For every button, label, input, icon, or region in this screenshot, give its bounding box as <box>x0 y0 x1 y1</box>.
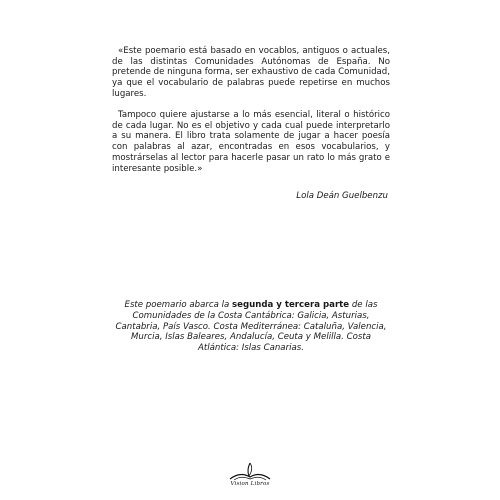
blurb-text-before: Este poemario abarca la <box>124 300 232 310</box>
author-signature: Lola Deán Guelbenzu <box>296 191 388 201</box>
publisher-name: Vision Libros <box>230 481 270 487</box>
author-quote <box>112 46 390 174</box>
book-blurb <box>112 300 390 354</box>
quill-book-logo-icon <box>228 462 272 482</box>
blurb-text-after: de las Comunidades de la Costa Cantábrica: Galicia, Asturias, Cantabria, País Vasco. Costa Mediterránea: Cataluña, Valencia, Murcia, Islas Baleares, Andalucía, Ceuta y Melilla. Costa Atlántica: Islas Canarias. <box>115 300 387 354</box>
publisher-logo <box>222 462 278 492</box>
quote-paragraph-2: Tampoco quiere ajustarse a lo más esencial, literal o histórico de cada lugar. No es el objetivo y cada cual puede interpretarlo a su manera. El libro trata solamente de jugar a hacer poesía con palabras al azar, encontradas en esos vocabularios, y mostrárselas al lector para hacerle pasar un rato lo más grato e interesante posible.» <box>112 110 390 174</box>
quote-paragraph-1: «Este poemario está basado en vocablos, antiguos o actuales, de las distintas Comunidades Autónomas de España. No pretende de ninguna forma, ser exhaustivo de cada Comunidad, ya que el vocabulario de palabras puede repetirse en muchos lugares. <box>112 46 390 99</box>
blurb-bold-text: segunda y tercera parte <box>232 300 350 310</box>
